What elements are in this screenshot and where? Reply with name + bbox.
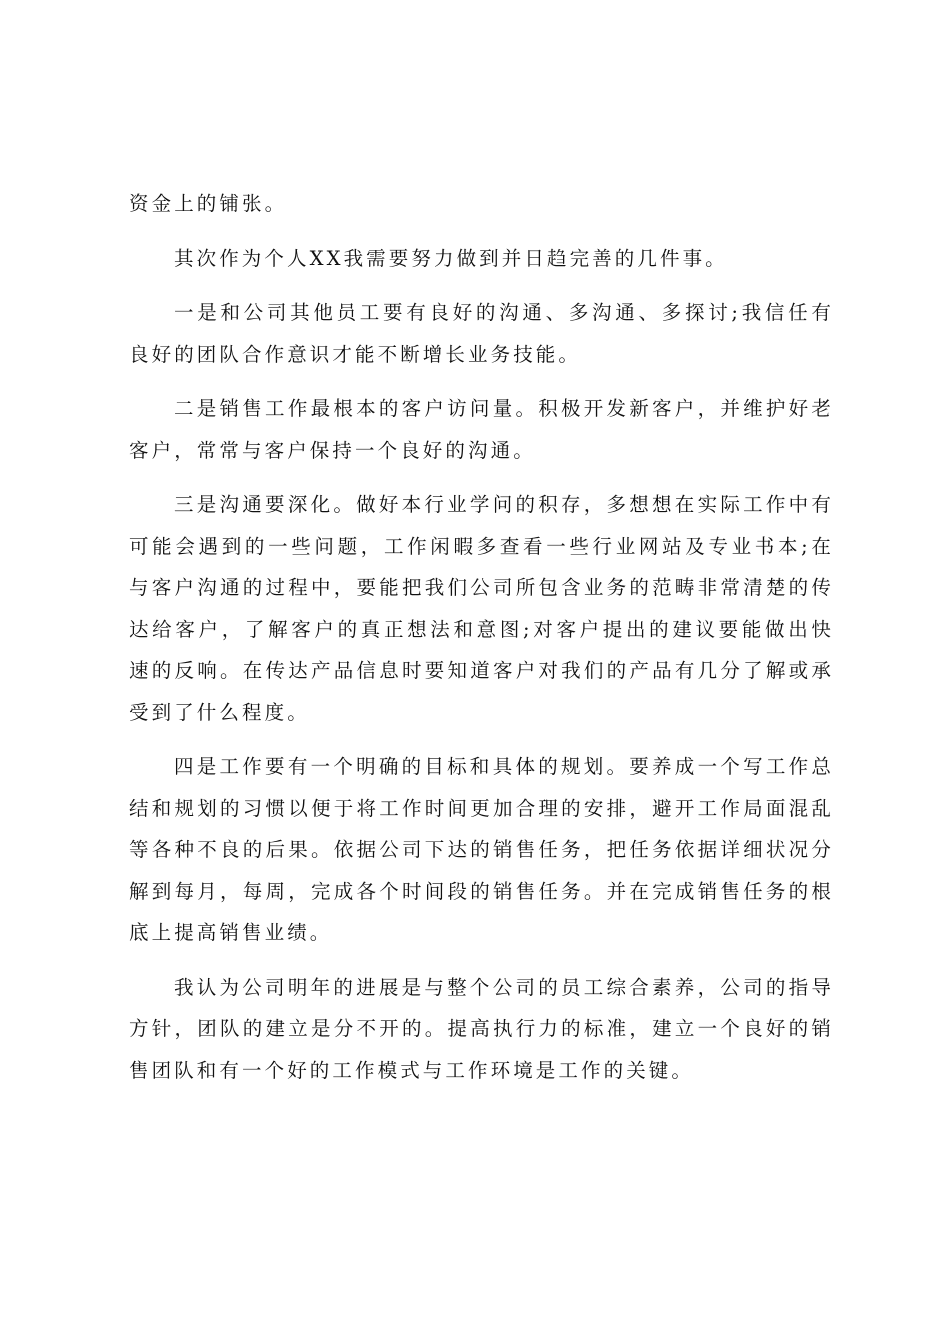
paragraph-intro: 其次作为个人XX我需要努力做到并日趋完善的几件事。 [174,246,728,270]
paragraph-point-two: 二是销售工作最根本的客户访问量。积极开发新客户，并维护好老客户，常常与客户保持一个良好的沟通。 [129,397,834,462]
paragraph-point-three: 三是沟通要深化。做好本行业学问的积存，多想想在实际工作中有可能会遇到的一些问题，工作闲暇多查看一些行业网站及专业书本;在与客户沟通的过程中，要能把我们公司所包含业务的范畴非常清楚的传达给客户，了解客户的真正想法和意图;对客户提出的建议要能做出快速的反响。在传达产品信息时要知道客户对我们的产品有几分了解或承受到了什么程度。 [129,493,834,724]
paragraph-point-four: 四是工作要有一个明确的目标和具体的规划。要养成一个写工作总结和规划的习惯以便于将工作时间更加合理的安排，避开工作局面混乱等各种不良的后果。依据公司下达的销售任务，把任务依据详细状况分解到每月，每周，完成各个时间段的销售任务。并在完成销售任务的根底上提高销售业绩。 [129,755,834,944]
paragraph-continuation: 资金上的铺张。 [129,192,288,215]
paragraph-point-one: 一是和公司其他员工要有良好的沟通、多沟通、多探讨;我信任有良好的团队合作意识才能不断增长业务技能。 [129,301,834,366]
paragraph-conclusion: 我认为公司明年的进展是与整个公司的员工综合素养，公司的指导方针，团队的建立是分不开的。提高执行力的标准，建立一个良好的销售团队和有一个好的工作模式与工作环境是工作的关键。 [129,975,834,1082]
document-body [129,183,834,1104]
